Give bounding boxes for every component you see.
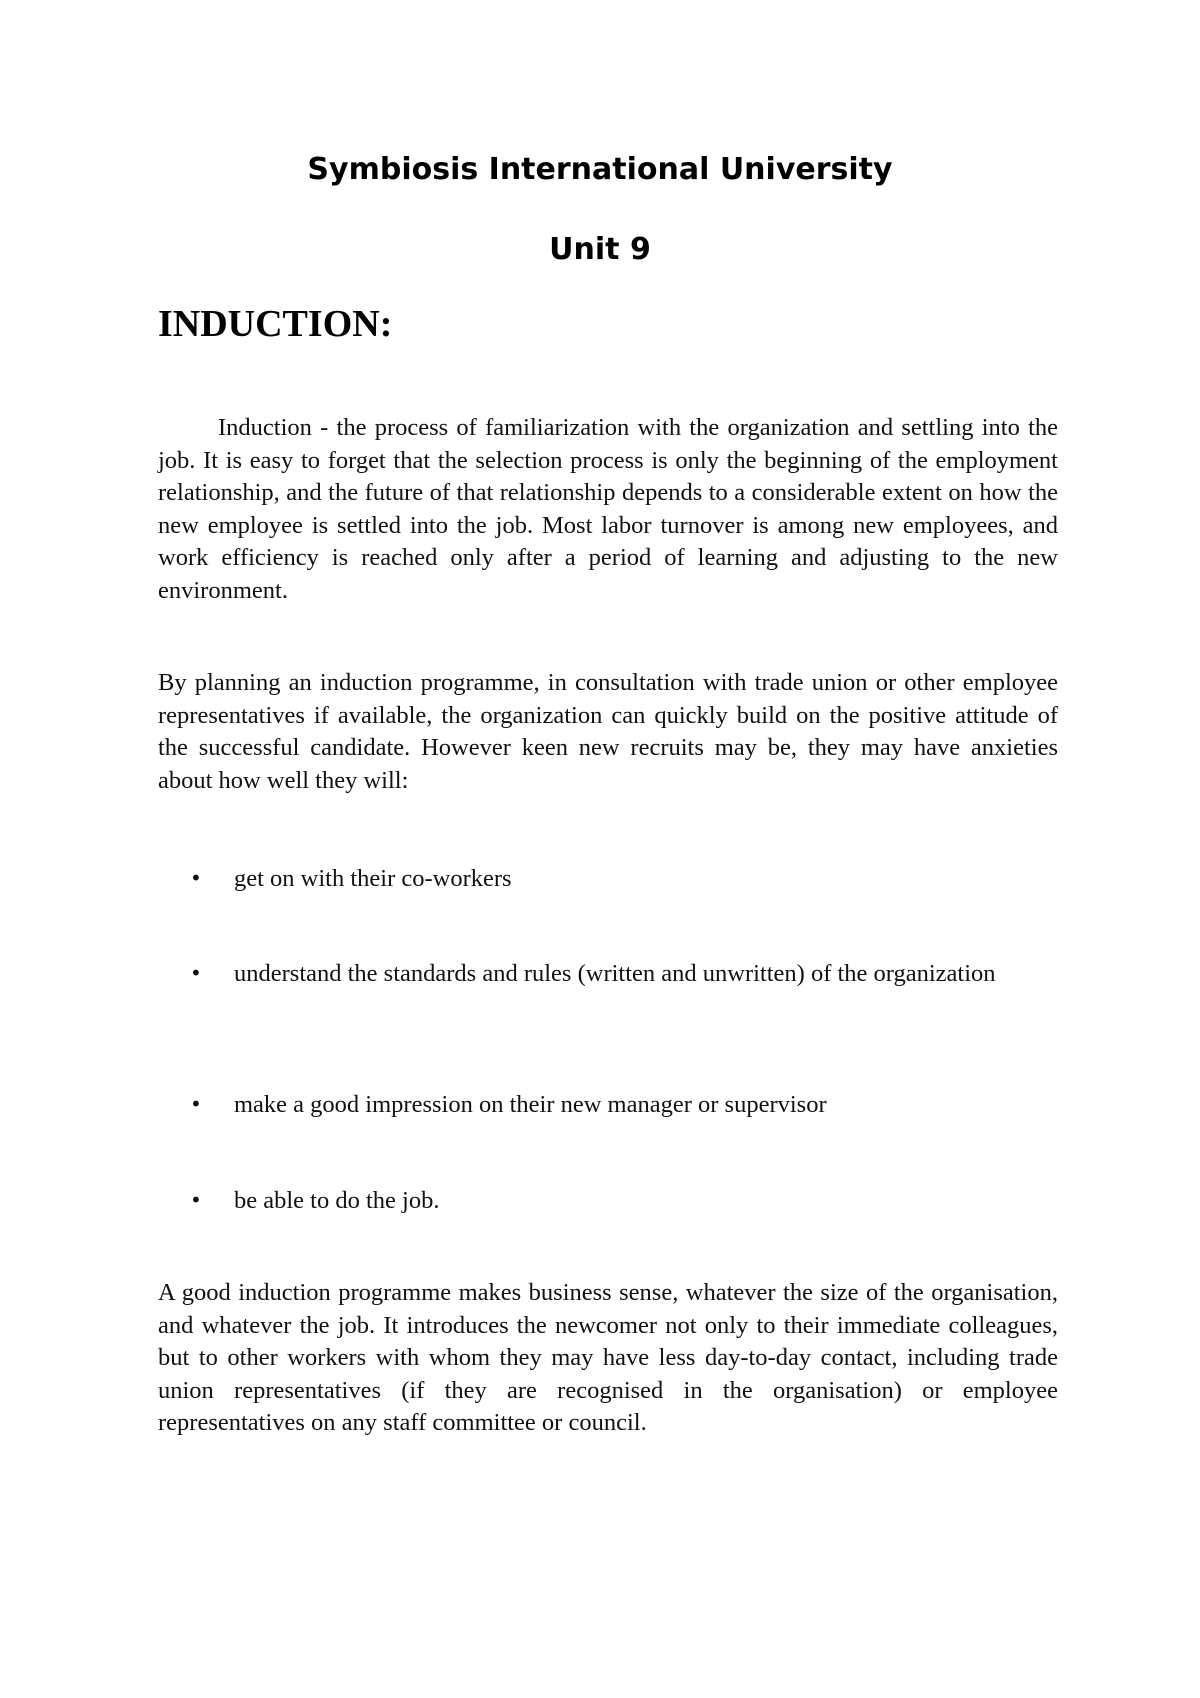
list-item (190, 1088, 1058, 1121)
bullet-icon: • (190, 866, 202, 890)
list-item-text: get on with their co-workers (234, 865, 512, 892)
section-heading: INDUCTION: (158, 303, 393, 345)
unit-title: Unit 9 (549, 232, 651, 267)
list-item-text: be able to do the job. (234, 1187, 440, 1214)
bullet-icon: • (190, 1092, 202, 1116)
paragraph-induction-definition: Induction - the process of familiarization with the organization and settling into the job. It is easy to forget that the selection process is only the beginning of the employment relationship, and the future of that relationship depends to a considerable extent on how the new employee is settled into the job. Most labor turnover is among new employees, and work efficiency is reached only after a period of learning and adjusting to the new environment. (158, 414, 1058, 604)
list-item (190, 957, 1058, 990)
paragraph-induction-benefits: A good induction programme makes business sense, whatever the size of the organisation, and whatever the job. It introduces the newcomer not only to their immediate colleagues, but to other workers with whom they may have less day-to-day contact, including trade union representatives (if they are recognised in the organisation) or employee representatives on any staff committee or council. (158, 1279, 1058, 1436)
bullet-icon: • (190, 961, 202, 985)
list-item-text: make a good impression on their new manager or supervisor (234, 1091, 827, 1118)
list-item (190, 862, 1058, 895)
paragraph-induction-planning: By planning an induction programme, in consultation with trade union or other employee representatives if available, the organization can quickly build on the positive attitude of the successful candidate. However keen new recruits may be, they may have anxieties about how well they will: (158, 669, 1058, 794)
list-item-text: understand the standards and rules (written and unwritten) of the organization (234, 960, 996, 987)
bullet-icon: • (190, 1188, 202, 1212)
list-item (190, 1184, 1058, 1217)
university-title: Symbiosis International University (307, 152, 893, 187)
